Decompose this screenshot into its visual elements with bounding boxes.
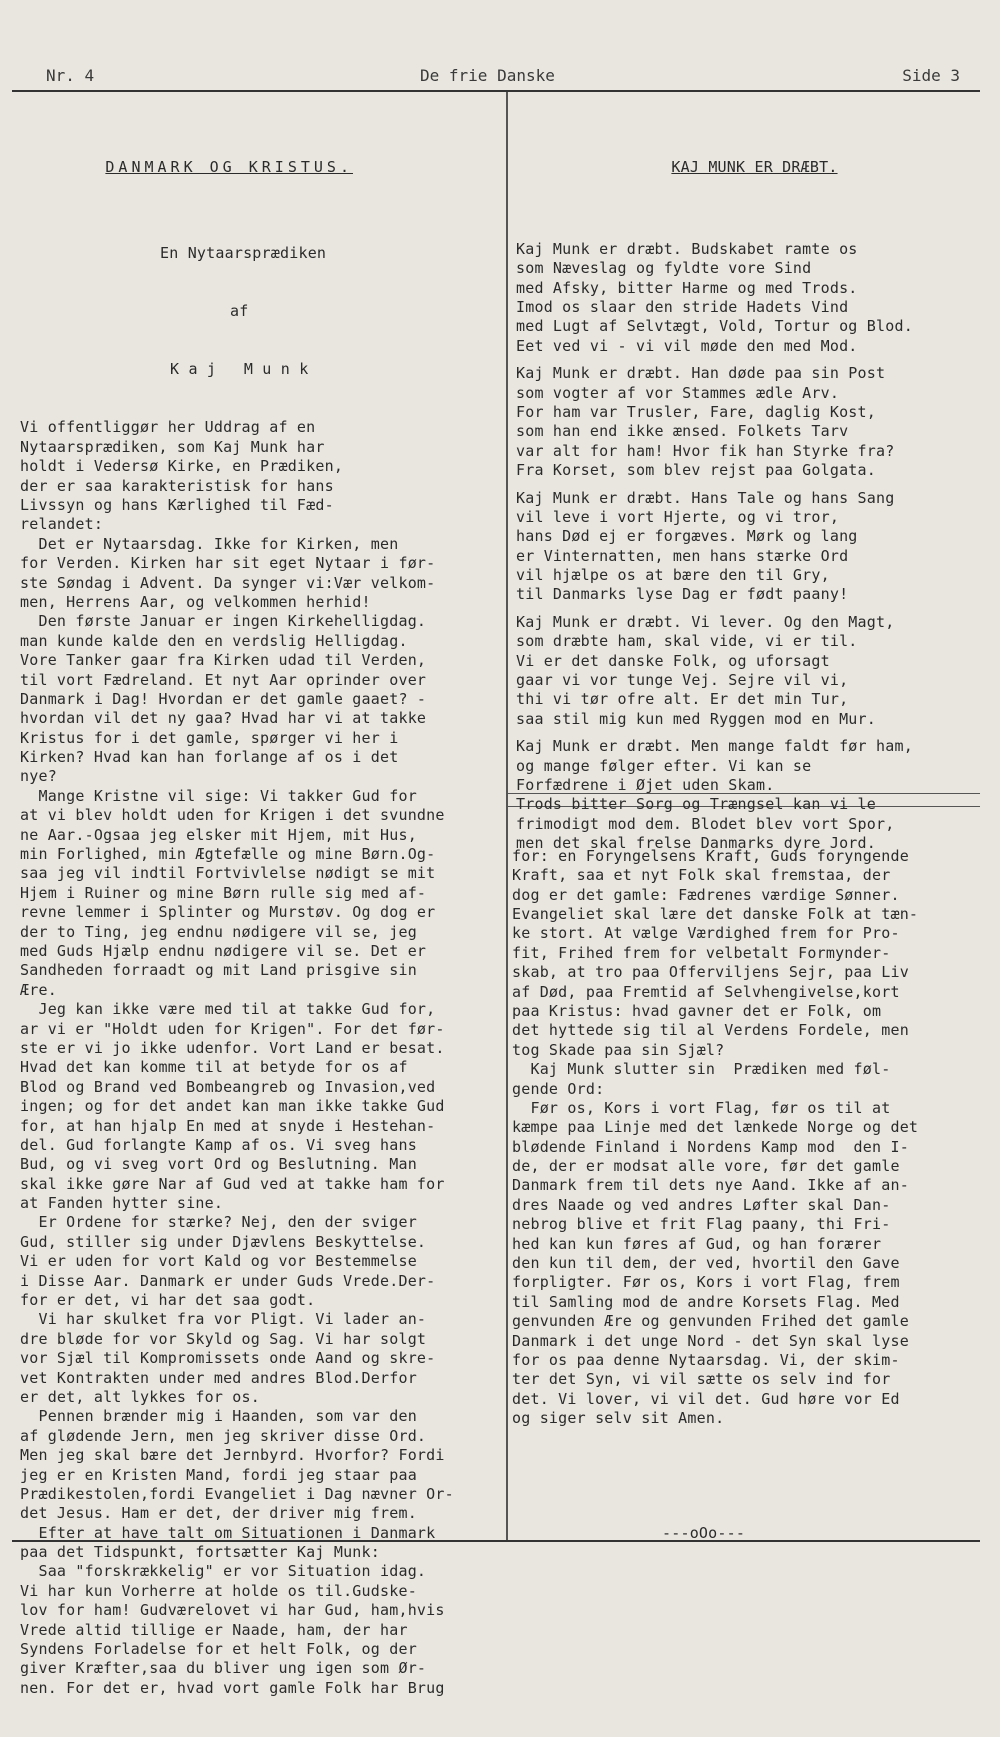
poem-body (516, 240, 976, 854)
article-line: hvordan vil det ny gaa? Hvad har vi at takke (20, 709, 427, 728)
continuation-line: Evangeliet skal lære det danske Folk at tæn- (512, 904, 919, 923)
poem-line: For ham var Trusler, Fare, daglig Kost, (516, 402, 876, 421)
page-number: Side 3 (902, 66, 960, 85)
article-line: vor Sjæl til Kompromissets onde Aand og skre- (20, 1349, 436, 1368)
continuation-line: ter det Syn, vi vil sætte os selv ind for (512, 1370, 891, 1389)
article-line: at Fanden hytter sine. (20, 1194, 224, 1213)
publication-name: De frie Danske (420, 66, 555, 85)
continuation-line: blødende Finland i Nordens Kamp mod den I- (512, 1137, 909, 1156)
article-line: Blod og Brand ved Bombeangreb og Invasion,ved (20, 1077, 436, 1096)
continuation-line: det. Vi lover, vi vil det. Gud høre vor Ed (512, 1389, 900, 1408)
poem-line: som han end ikke ænsed. Folkets Tarv (516, 422, 849, 441)
continuation-line: hed kan kun føres af Gud, og han forærer (512, 1234, 882, 1253)
article-body (20, 418, 502, 1698)
article-line: jeg er en Kristen Mand, fordi jeg staar paa (20, 1465, 417, 1484)
article-line: at vi blev holdt uden for Krigen i det svundne (20, 806, 445, 825)
continuation-line: Kaj Munk slutter sin Prædiken med føl- (512, 1060, 891, 1079)
column-divider (506, 92, 508, 1540)
article-line: Vi har skulket fra vor Pligt. Vi lader an- (20, 1310, 427, 1329)
continuation-line: genvunden Ære og genvunden Frihed det gamle (512, 1312, 909, 1331)
poem-line: hans Død ej er forgæves. Mørk og lang (516, 527, 858, 546)
article-line: Jeg kan ikke være med til at takke Gud for, (20, 1000, 436, 1019)
article-line: der er saa karakteristisk for hans (20, 476, 334, 495)
continuation-line: for: en Foryngelsens Kraft, Guds foryngende (512, 846, 909, 865)
article-line: Livssyn og hans Kærlighed til Fæd- (20, 496, 334, 514)
article-line: Saa "forskrækkelig" er vor Situation idag. (20, 1562, 427, 1581)
poem-line: Forfædrene i Øjet uden Skam. (516, 775, 775, 794)
article-line: men, Herrens Aar, og velkommen herhid! (20, 592, 371, 611)
article-line: Det er Nytaarsdag. Ikke for Kirken, men (20, 534, 399, 553)
article-line: Vi har kun Vorherre at holde os til.Gudske- (20, 1581, 417, 1600)
article-line: ste Søndag i Advent. Da synger vi:Vær velkom- (20, 573, 436, 592)
article-line: Nytaarsprædiken, som Kaj Munk har (20, 437, 325, 456)
article-line: revne lemmer i Splinter og Murstøv. Og dog er (20, 903, 436, 922)
continuation-line: de, der er modsat alle vore, før det gamle (512, 1157, 900, 1176)
continuation-line: dres Naade og ved andres Løfter skal Dan- (512, 1195, 891, 1214)
article-line: Vi er uden for vort Kald og vor Bestemmelse (20, 1252, 417, 1271)
article-line: saa jeg vil indtil Fortvivlelse nødigt se mit (20, 864, 436, 883)
poem-stanza (516, 489, 976, 605)
poem-line: thi vi tør ofre alt. Er det min Tur, (516, 690, 849, 709)
article-line: for, at han hjalp En med at snyde i Hestehan- (20, 1116, 436, 1135)
article-line: Vore Tanker gaar fra Kirken udad til Verden, (20, 651, 427, 670)
article-line: i Disse Aar. Danmark er under Guds Vrede.Der- (20, 1271, 436, 1290)
poem-kaj-munk-er-draebt (516, 100, 976, 892)
article-line: for er det, vi har det saa godt. (20, 1291, 316, 1310)
poem-line: vil hjælpe os at bære den til Gry, (516, 566, 830, 585)
article-line: Vi offentliggør her Uddrag af en (20, 418, 316, 437)
article-line: nye? (20, 767, 57, 786)
article-line: er det, alt lykkes for os. (20, 1387, 260, 1406)
poem-line: Vi er det danske Folk, og uforsagt (516, 651, 830, 670)
subtitle-line: En Nytaarsprædiken (160, 243, 327, 262)
article-line: Kristus for i det gamle, spørger vi her i (20, 728, 399, 747)
continuation-line: den kun til dem, der ved, hvortil den Gave (512, 1254, 900, 1273)
article-line: Sandheden forraadt og mit Land prisgive sin (20, 961, 417, 980)
article-line: giver Kræfter,saa du bliver ung igen som Ør- (20, 1659, 427, 1678)
continuation-line: Danmark frem til dets nye Aand. Ikke af an- (512, 1176, 909, 1195)
article-line: Ære. (20, 980, 57, 999)
poem-line: Trods bitter Sorg og Trængsel kan vi le (516, 795, 876, 814)
article-line: Efter at have talt om Situationen i Danmark (20, 1523, 436, 1542)
poem-line: Imod os slaar den stride Hadets Vind (516, 298, 849, 316)
article-line: Kirken? Hvad kan han forlange af os i det (20, 748, 399, 767)
continuation-line: skab, at tro paa Offerviljens Sejr, paa Liv (512, 963, 909, 982)
article-line: for Verden. Kirken har sit eget Nytaar i før- (20, 554, 436, 573)
article-line: nen. For det er, hvad vort gamle Folk har Brug (20, 1678, 445, 1697)
end-mark: ---oOo--- (662, 1524, 746, 1543)
poem-line: men det skal frelse Danmarks dyre Jord. (516, 834, 876, 853)
poem-line: Eet ved vi - vi vil møde den med Mod. (516, 336, 858, 355)
article-line: der to Ting, jeg endnu nødigere vil se, jeg (20, 922, 417, 941)
poem-stanza (516, 240, 976, 356)
article-line: min Forlighed, min Ægtefælle og mine Børn.Og- (20, 845, 436, 864)
article-line: del. Gud forlangte Kamp af os. Vi sveg hans (20, 1135, 417, 1154)
continuation-line: og siger selv sit Amen. (512, 1409, 725, 1428)
poem-title: KAJ MUNK ER DRÆBT. (671, 158, 838, 177)
continuation-line: Danmark i det unge Nord - det Syn skal lyse (512, 1331, 909, 1350)
author-line: K a j M u n k (170, 360, 309, 379)
poem-line: Kaj Munk er dræbt. Budskabet ramte os (516, 239, 858, 258)
continuation-line: det hyttede sig til al Verdens Fordele, men (512, 1021, 909, 1040)
article-line: ne Aar.-Ogsaa jeg elsker mit Hjem, mit Hus, (20, 825, 417, 844)
header-rule (12, 90, 980, 92)
continuation-line: Før os, Kors i vort Flag, før os til at (512, 1098, 891, 1117)
continuation-line: tog Skade paa sin Sjæl? (512, 1040, 725, 1059)
continuation-line: af Død, paa Fremtid af Selvhengivelse,kort (512, 982, 900, 1001)
continuation-line: til Samling mod de andre Korsets Flag. Med (512, 1292, 900, 1311)
article-line: man kunde kalde den en verdslig Helligdag. (20, 631, 408, 650)
article-line: af glødende Jern, men jeg skriver disse Ord. (20, 1426, 427, 1445)
poem-line: frimodigt mod dem. Blodet blev vort Spor, (516, 814, 895, 833)
poem-line: vil leve i vort Hjerte, og vi tror, (516, 507, 840, 526)
article-title: DANMARK OG KRISTUS. (105, 158, 353, 177)
poem-line: Kaj Munk er dræbt. Hans Tale og hans Sang (516, 488, 895, 507)
poem-line: som Næveslag og fyldte vore Sind (516, 259, 812, 278)
poem-stanza (516, 613, 976, 729)
article-line: relandet: (20, 515, 104, 534)
issue-number: Nr. 4 (46, 66, 95, 85)
continuation-line: dog er det gamle: Fædrenes værdige Sønner. (512, 885, 900, 904)
poem-line: saa stil mig kun med Ryggen mod en Mur. (516, 709, 876, 728)
poem-line: som dræbte ham, skal vide, vi er til. (516, 632, 858, 651)
poem-stanza (516, 364, 976, 480)
continuation-line: fit, Frihed frem for velbetalt Formynder- (512, 943, 891, 962)
poem-line: Kaj Munk er dræbt. Men mange faldt før ham, (516, 737, 913, 756)
poem-line: Kaj Munk er dræbt. Han døde paa sin Post (516, 364, 886, 383)
continuation-line: nebrog blive et frit Flag paany, thi Fri- (512, 1215, 891, 1234)
article-line: vet Kontrakten under med andres Blod.Derfor (20, 1368, 417, 1387)
poem-line: med Lugt af Selvtægt, Vold, Tortur og Blod. (516, 317, 913, 336)
poem-line: Kaj Munk er dræbt. Vi lever. Og den Magt, (516, 612, 895, 631)
article-line: Hjem i Ruiner og mine Børn rulle sig med af- (20, 883, 427, 902)
article-line: Vrede altid tillige er Naade, ham, der har (20, 1620, 408, 1639)
article-danmark-og-kristus (20, 100, 502, 1737)
continuation-body (512, 847, 980, 1429)
continuation-line: Kraft, saa et nyt Folk skal fremstaa, der (512, 866, 891, 885)
article-line: Den første Januar er ingen Kirkehelligdag. (20, 612, 427, 631)
article-line: Men jeg skal bære det Jernbyrd. Hvorfor? Fordi (20, 1446, 445, 1465)
article-line: Mange Kristne vil sige: Vi takker Gud for (20, 786, 417, 805)
poem-line: er Vinternatten, men hans stærke Ord (516, 546, 849, 565)
article-line: paa det Tidspunkt, fortsætter Kaj Munk: (20, 1543, 380, 1562)
article-line: skal ikke gøre Nar af Gud ved at takke ham for (20, 1174, 445, 1193)
continuation-line: paa Kristus: hvad gavner det er Folk, om (512, 1001, 882, 1020)
article-line: Bud, og vi sveg vort Ord og Beslutning. Man (20, 1155, 417, 1174)
continuation-line: ke stort. At vælge Værdighed frem for Pro- (512, 924, 900, 943)
article-line: lov for ham! Gudværelovet vi har Gud, ham,hvis (20, 1601, 445, 1620)
poem-line: med Afsky, bitter Harme og med Trods. (516, 278, 858, 297)
poem-line: som vogter af vor Stammes ædle Arv. (516, 383, 840, 402)
article-line: Prædikestolen,fordi Evangeliet i Dag nævner Or- (20, 1484, 454, 1503)
continuation-line: for os paa denne Nytaarsdag. Vi, der skim- (512, 1350, 900, 1369)
article-line: Hvad det kan komme til at betyde for os af (20, 1058, 408, 1077)
continuation-line: gende Ord: (512, 1079, 605, 1098)
article-line: dre bløde for vor Skyld og Sag. Vi har solgt (20, 1329, 427, 1348)
continuation-line: kæmpe paa Linje med det lænkede Norge og det (512, 1118, 919, 1137)
article-line: Syndens Forladelse for et helt Folk, og der (20, 1640, 417, 1659)
subtitle-line: af (230, 302, 249, 321)
poem-line: var alt for ham! Hvor fik han Styrke fra? (516, 441, 895, 460)
continuation-line: forpligter. Før os, Kors i vort Flag, frem (512, 1273, 900, 1292)
article-line: til vort Fædreland. Et nyt Aar oprinder over (20, 670, 427, 689)
article-line: Gud, stiller sig under Djævlens Beskyttelse. (20, 1232, 427, 1251)
article-line: Er Ordene for stærke? Nej, den der sviger (20, 1213, 417, 1232)
article-line: det Jesus. Ham er det, der driver mig frem. (20, 1504, 417, 1523)
article-line: ste er vi jo ikke udenfor. Vort Land er besat. (20, 1038, 445, 1057)
article-line: holdt i Vedersø Kirke, en Prædiken, (20, 457, 344, 476)
article-line: ingen; og for det andet kan man ikke takke Gud (20, 1097, 445, 1116)
poem-line: til Danmarks lyse Dag er født paany! (516, 585, 849, 604)
poem-line: Fra Korset, som blev rejst paa Golgata. (516, 461, 876, 480)
page-header (40, 66, 960, 92)
poem-line: og mange følger efter. Vi kan se (516, 756, 812, 775)
article-continuation (512, 808, 980, 1582)
article-line: Pennen brænder mig i Haanden, som var den (20, 1407, 417, 1426)
article-line: ar vi er "Holdt uden for Krigen". For det før- (20, 1019, 445, 1038)
article-line: Danmark i Dag! Hvordan er det gamle gaaet? - (20, 689, 427, 708)
poem-line: gaar vi vor tunge Vej. Sejre vil vi, (516, 671, 849, 690)
article-line: med Guds Hjælp endnu nødigere vil se. Det er (20, 941, 427, 960)
